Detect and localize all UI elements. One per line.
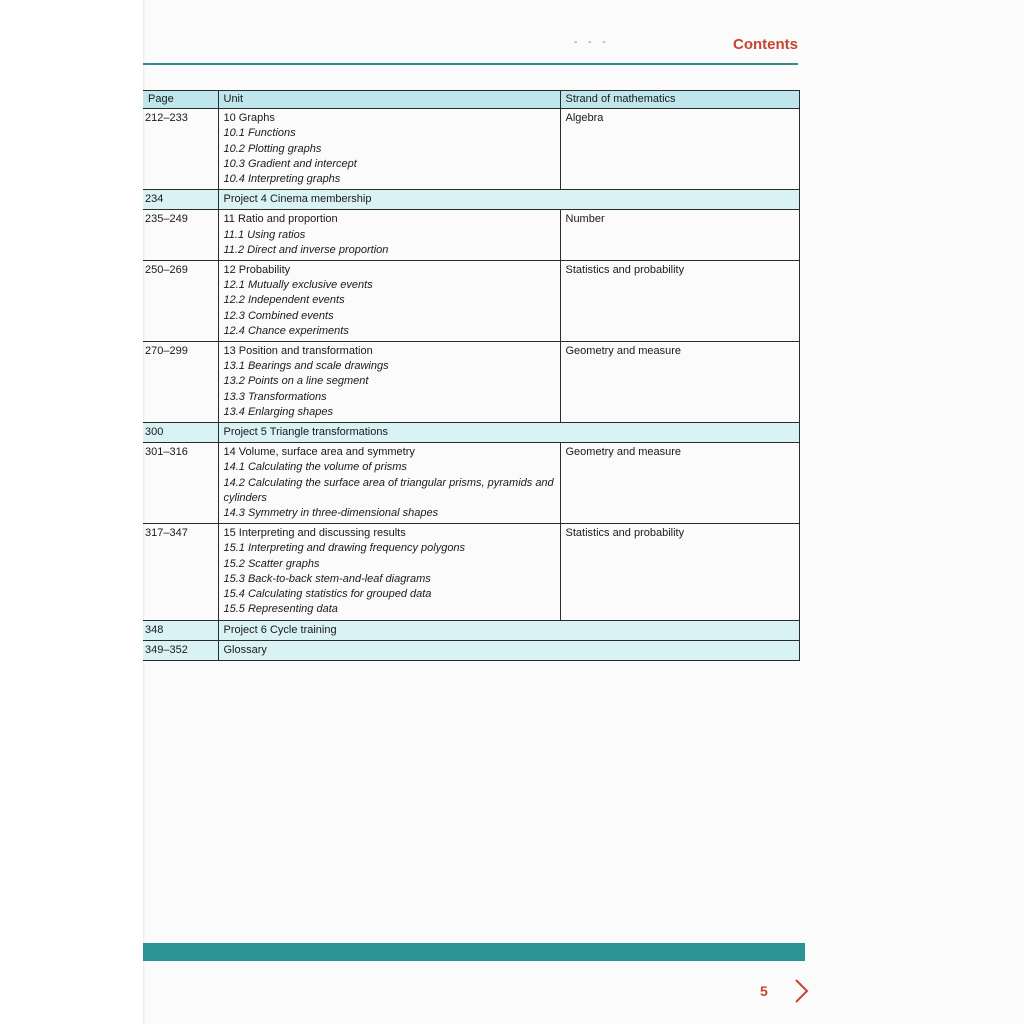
strand-cell: Number [560, 210, 799, 261]
subsection-item: 13.1 Bearings and scale drawings [223, 360, 389, 373]
unit-title: 13 Position and transformation [223, 345, 373, 358]
subsection-item: 14.1 Calculating the volume of prisms [223, 461, 407, 474]
subsection-item: 10.3 Gradient and intercept [223, 157, 357, 170]
strand-cell: Statistics and probability [560, 261, 799, 342]
subsection-item: 10.1 Functions [223, 127, 296, 140]
subsection-item: 13.2 Points on a line segment [223, 375, 369, 388]
column-header-strand: Strand of mathematics [560, 91, 799, 109]
subsection-item: 14.2 Calculating the surface area of triangular prisms, pyramids and cylinders [223, 476, 554, 504]
table-row-band [143, 423, 799, 443]
unit-title: 15 Interpreting and discussing results [223, 527, 406, 540]
page-range: 349–352 [143, 640, 218, 660]
column-header-page: Page [143, 91, 218, 109]
strand-cell: Algebra [560, 109, 799, 190]
table-row [143, 342, 799, 423]
header-rule [143, 63, 798, 65]
contents-table [143, 90, 800, 661]
page-range: 270–299 [143, 342, 218, 423]
left-margin [0, 0, 143, 1024]
subsection-item: 15.2 Scatter graphs [223, 557, 320, 570]
unit-cell [218, 261, 560, 342]
subsection-item: 15.1 Interpreting and drawing frequency polygons [223, 542, 466, 555]
subsection-item: 15.3 Back-to-back stem-and-leaf diagrams [223, 572, 431, 585]
footer-bar [143, 943, 805, 961]
table-row-band [143, 640, 799, 660]
table-header-row [143, 91, 799, 109]
unit-cell [218, 109, 560, 190]
table-row [143, 443, 799, 524]
page-range: 212–233 [143, 109, 218, 190]
unit-cell [218, 342, 560, 423]
table-row-band [143, 620, 799, 640]
subsection-item: 12.3 Combined events [223, 309, 334, 322]
unit-title: 14 Volume, surface area and symmetry [223, 446, 415, 459]
subsection-item: 15.5 Representing data [223, 603, 338, 616]
page-range: 234 [143, 190, 218, 210]
unit-cell [218, 524, 560, 620]
page-range: 250–269 [143, 261, 218, 342]
unit-cell [218, 443, 560, 524]
column-header-unit: Unit [218, 91, 560, 109]
header-dashes: - - - [574, 37, 610, 48]
project-title: Project 5 Triangle transformations [218, 423, 799, 443]
strand-cell: Geometry and measure [560, 342, 799, 423]
page-number: 5 [760, 983, 768, 999]
page-range: 317–347 [143, 524, 218, 620]
table-row [143, 261, 799, 342]
table-row-band [143, 190, 799, 210]
subsection-item: 12.1 Mutually exclusive events [223, 279, 373, 292]
subsection-item: 11.2 Direct and inverse proportion [223, 243, 389, 256]
chevron-right-icon[interactable] [792, 978, 810, 1004]
table-row [143, 109, 799, 190]
subsection-item: 14.3 Symmetry in three-dimensional shapes [223, 507, 439, 520]
table-row [143, 524, 799, 620]
table-row [143, 210, 799, 261]
project-title: Project 6 Cycle training [218, 620, 799, 640]
subsection-item: 12.4 Chance experiments [223, 324, 349, 337]
unit-title: 10 Graphs [223, 112, 275, 125]
unit-title: 11 Ratio and proportion [223, 213, 338, 226]
subsection-item: 10.4 Interpreting graphs [223, 173, 341, 186]
project-title: Project 4 Cinema membership [218, 190, 799, 210]
strand-cell: Geometry and measure [560, 443, 799, 524]
subsection-item: 10.2 Plotting graphs [223, 142, 322, 155]
subsection-item: 15.4 Calculating statistics for grouped data [223, 588, 432, 601]
page-range: 348 [143, 620, 218, 640]
strand-cell: Statistics and probability [560, 524, 799, 620]
unit-title: 12 Probability [223, 264, 291, 277]
page-range: 301–316 [143, 443, 218, 524]
subsection-item: 12.2 Independent events [223, 294, 345, 307]
page-title: Contents [733, 36, 798, 53]
table-body [143, 109, 799, 661]
page-range: 300 [143, 423, 218, 443]
subsection-item: 11.1 Using ratios [223, 228, 306, 241]
subsection-item: 13.4 Enlarging shapes [223, 405, 333, 418]
project-title: Glossary [218, 640, 799, 660]
page-range: 235–249 [143, 210, 218, 261]
subsection-item: 13.3 Transformations [223, 390, 327, 403]
unit-cell [218, 210, 560, 261]
